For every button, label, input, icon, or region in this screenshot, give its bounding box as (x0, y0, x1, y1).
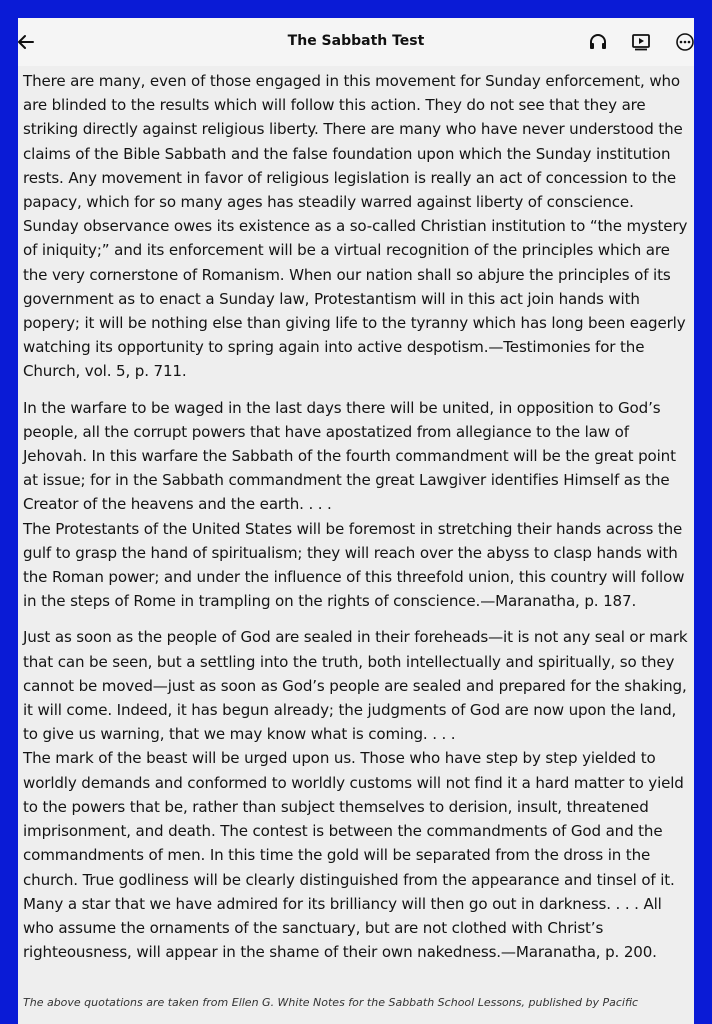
paragraph: Just as soon as the people of God are sealed in their foreheads—it is not any seal or mark that can be seen, but a settling into the truth, both intellectually and spiritually, so they cannot be moved—just as soon as God’s people are sealed and prepared for the shaking, it will come. Indeed, it has begun already; the judgments of God are now upon the land, to give us warning, that we may know what is coming. . . . (23, 628, 688, 744)
paragraph: The mark of the beast will be urged upon us. Those who have step by step yielded to worldly demands and conformed to worldly customs will not find it a hard matter to yield to the powers that be, rather than subject themselves to derision, insult, threatened imprisonment, and death. The contest is between the commandments of God and the commandments of men. In this time the gold will be separated from the dross in the church. True godliness will be clearly distinguished from the appearance and tinsel of it. Many a star that we have admired for its brilliancy will then go out in darkness. . . . All who assume the ornaments of the sanctuary, but are not clothed with Christ’s righteousness, will appear in the shame of their own nakedness.—Maranatha, p. 200. (23, 749, 684, 962)
article-body (23, 69, 689, 964)
paragraph: There are many, even of those engaged in this movement for Sunday enforcement, who are blinded to the results which will follow this action. They do not see that they are striking directly against religious liberty. There are many who have never understood the claims of the Bible Sabbath and the false foundation upon which the Sunday institution rests. Any movement in favor of religious legislation is really an act of concession to the papacy, which for so many ages has steadily warred against liberty of conscience. (23, 72, 683, 212)
app-screen (18, 18, 694, 1024)
more-options-button[interactable] (673, 30, 694, 54)
headphones-icon (588, 32, 608, 52)
page-title: The Sabbath Test (287, 33, 425, 49)
video-button[interactable] (629, 30, 653, 54)
paragraph: The Protestants of the United States will be foremost in stretching their hands across the gulf to grasp the hand of spiritualism; they will reach over the abyss to clasp hands with the Roman power; and under the influence of this threefold union, this country will follow in the steps of Rome in trampling on the rights of conscience.—Maranatha, p. 187. (23, 519, 685, 611)
top-bar (18, 18, 694, 66)
video-play-icon (631, 32, 651, 52)
footer-note: The above quotations are taken from Ellen G. White Notes for the Sabbath School Lessons, published by Pacific (23, 996, 639, 1009)
paragraph: In the warfare to be waged in the last days there will be united, in opposition to God’s people, all the corrupt powers that have apostatized from allegiance to the law of Jehovah. In this warfare the Sabbath of the fourth commandment will be the great point at issue; for in the Sabbath commandment the great Lawgiver identifies Himself as the Creator of the heavens and the earth. . . . (23, 398, 676, 514)
more-options-icon (675, 32, 694, 52)
paragraph: Sunday observance owes its existence as a so-called Christian institution to “the mystery of iniquity;” and its enforcement will be a virtual recognition of the principles which are the very cornerstone of Romanism. When our nation shall so abjure the principles of its government as to enact a Sunday law, Protestantism will in this act join hands with popery; it will be nothing else than giving life to the tyranny which has long been eagerly watching its opportunity to spring again into active despotism.—Testimonies for the Church, vol. 5, p. 711. (23, 217, 688, 381)
listen-button[interactable] (586, 30, 610, 54)
